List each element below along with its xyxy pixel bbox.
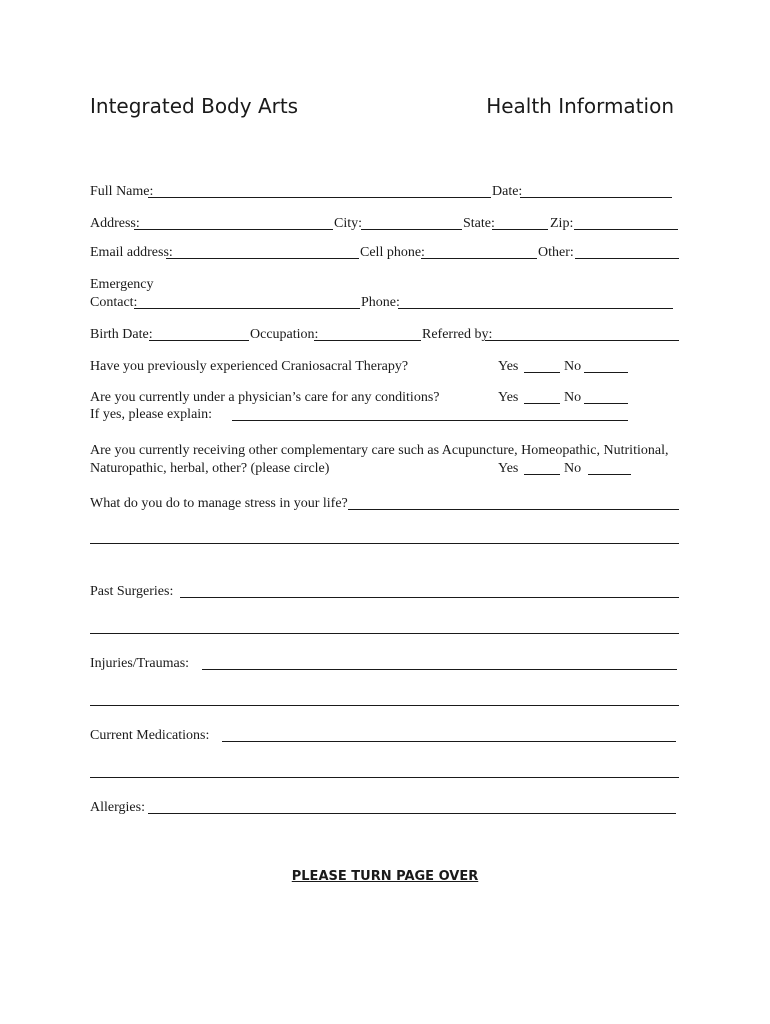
other-label: Other: xyxy=(538,245,574,260)
allergies-label: Allergies: xyxy=(90,800,145,815)
cell-phone-field[interactable] xyxy=(421,258,537,259)
q1-yes-field[interactable] xyxy=(524,372,560,373)
stress-field-line-2[interactable] xyxy=(90,543,679,544)
birth-date-field[interactable] xyxy=(149,340,249,341)
city-field[interactable] xyxy=(361,229,462,230)
occupation-field[interactable] xyxy=(314,340,421,341)
turn-page-notice: PLEASE TURN PAGE OVER xyxy=(291,869,479,884)
q1-yes-label: Yes xyxy=(498,359,519,374)
full-name-label: Full Name: xyxy=(90,184,154,199)
email-label: Email address: xyxy=(90,245,173,260)
referred-by-label: Referred by: xyxy=(422,327,493,342)
stress-field[interactable] xyxy=(348,509,679,510)
contact-label: Contact: xyxy=(90,295,138,310)
surgeries-field[interactable] xyxy=(180,597,679,598)
surgeries-field-line-2[interactable] xyxy=(90,633,679,634)
referred-by-field[interactable] xyxy=(485,340,679,341)
q3-yes-field[interactable] xyxy=(524,474,560,475)
full-name-field[interactable] xyxy=(148,197,491,198)
state-label: State: xyxy=(463,216,495,231)
question-physician-care: Are you currently under a physician’s care for any conditions? xyxy=(90,390,440,405)
q3-yes-label: Yes xyxy=(498,461,519,476)
surgeries-label: Past Surgeries: xyxy=(90,584,174,599)
form-title: Health Information xyxy=(486,94,674,118)
q2-no-label: No xyxy=(564,390,582,405)
emergency-contact-field[interactable] xyxy=(134,308,360,309)
question-stress: What do you do to manage stress in your life? xyxy=(90,496,348,511)
medications-label: Current Medications: xyxy=(90,728,210,743)
q3-no-label: No xyxy=(564,461,582,476)
explain-label: If yes, please explain: xyxy=(90,407,213,422)
state-field[interactable] xyxy=(492,229,548,230)
address-field[interactable] xyxy=(134,229,333,230)
question-complementary-care-2: Naturopathic, herbal, other? (please circle) xyxy=(90,461,330,476)
address-label: Address: xyxy=(90,216,140,231)
emergency-label: Emergency xyxy=(90,277,154,292)
injuries-field-line-2[interactable] xyxy=(90,705,679,706)
city-label: City: xyxy=(334,216,363,231)
injuries-field[interactable] xyxy=(202,669,677,670)
question-craniosacral: Have you previously experienced Craniosacral Therapy? xyxy=(90,359,409,374)
question-complementary-care-1: Are you currently receiving other complementary care such as Acupuncture, Homeopathic, Nutritional, xyxy=(90,443,669,458)
medications-field-line-2[interactable] xyxy=(90,777,679,778)
zip-field[interactable] xyxy=(574,229,678,230)
occupation-label: Occupation: xyxy=(250,327,319,342)
zip-label: Zip: xyxy=(550,216,574,231)
q1-no-field[interactable] xyxy=(584,372,628,373)
q2-no-field[interactable] xyxy=(584,403,628,404)
q3-no-field[interactable] xyxy=(588,474,631,475)
q2-yes-field[interactable] xyxy=(524,403,560,404)
injuries-label: Injuries/Traumas: xyxy=(90,656,190,671)
q2-yes-label: Yes xyxy=(498,390,519,405)
phone-label: Phone: xyxy=(361,295,400,310)
explain-field[interactable] xyxy=(232,420,628,421)
date-label: Date: xyxy=(492,184,523,199)
birth-date-label: Birth Date: xyxy=(90,327,153,342)
q1-no-label: No xyxy=(564,359,582,374)
date-field[interactable] xyxy=(520,197,672,198)
email-field[interactable] xyxy=(166,258,359,259)
cell-phone-label: Cell phone: xyxy=(360,245,425,260)
phone-field[interactable] xyxy=(398,308,673,309)
other-field[interactable] xyxy=(575,258,679,259)
org-name: Integrated Body Arts xyxy=(90,94,299,118)
allergies-field[interactable] xyxy=(148,813,676,814)
medications-field[interactable] xyxy=(222,741,676,742)
